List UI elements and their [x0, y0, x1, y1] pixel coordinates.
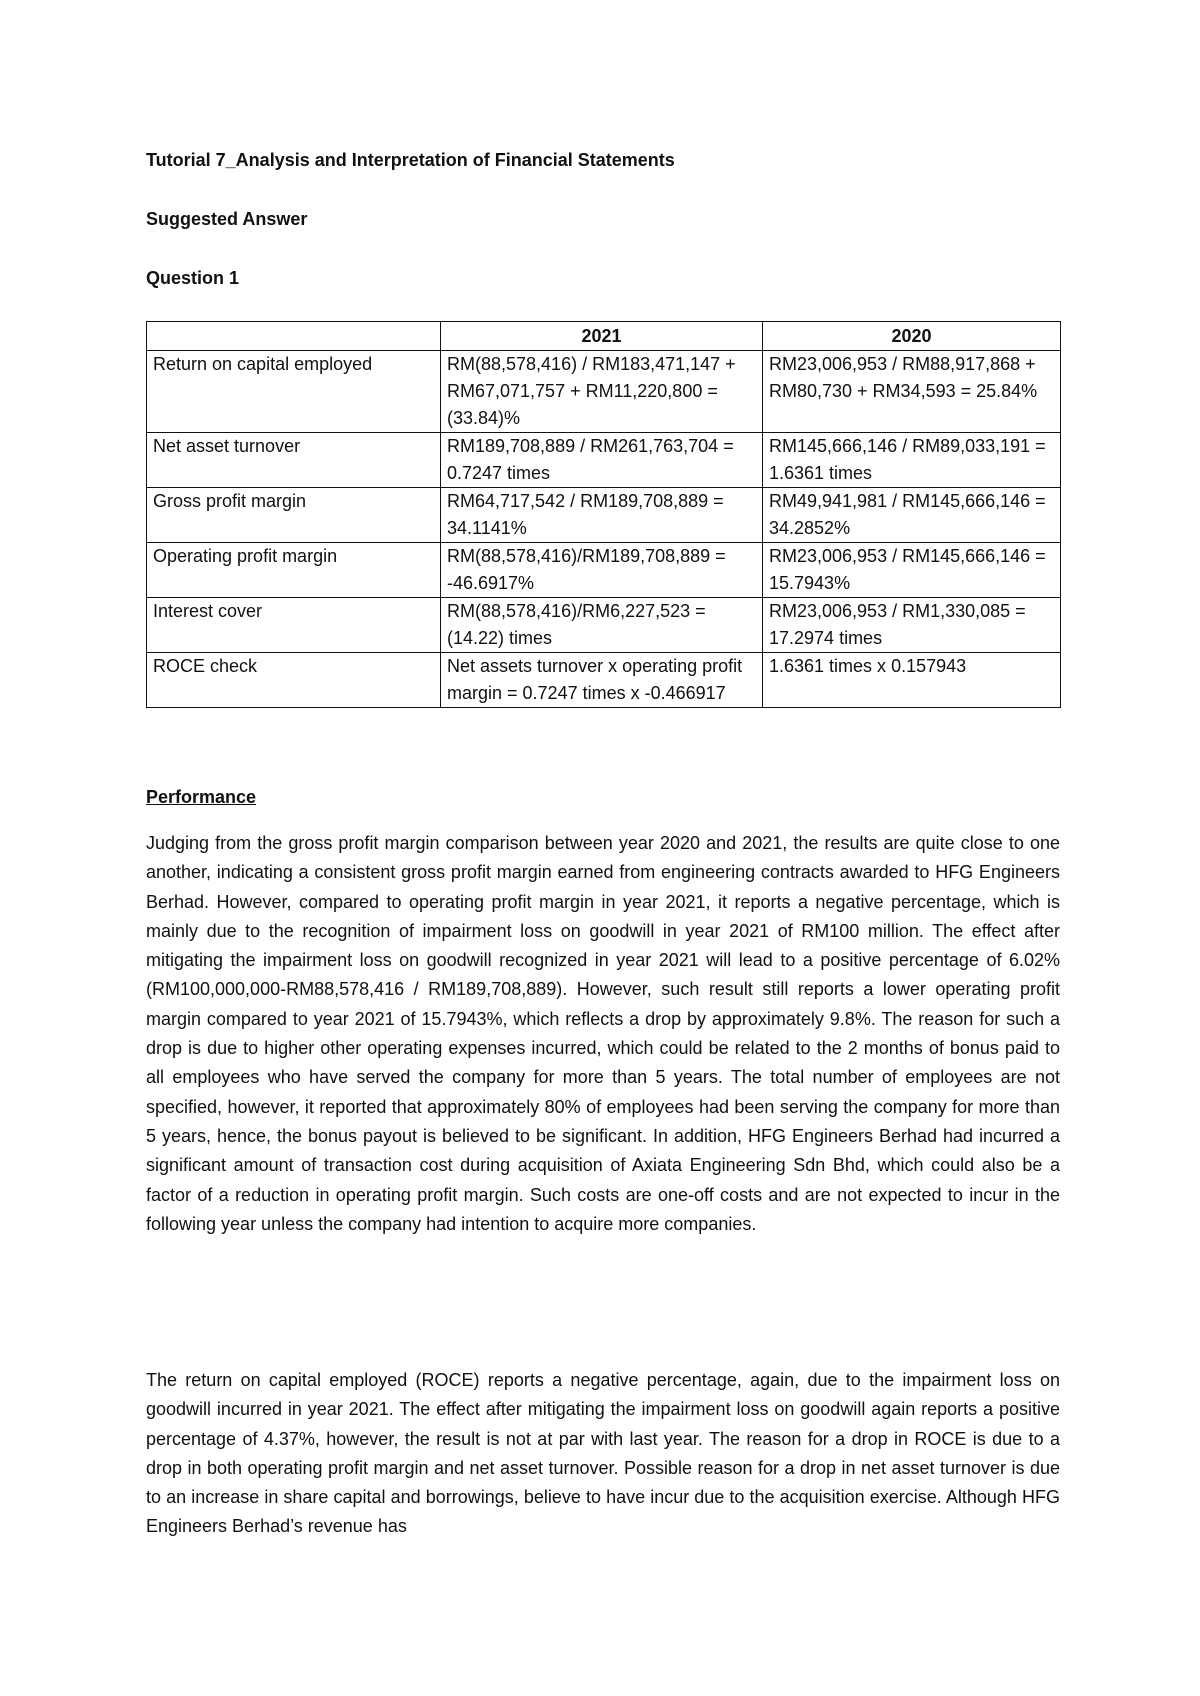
table-row [147, 433, 1061, 488]
row-label: Return on capital employed [147, 351, 441, 433]
body-paragraph: Judging from the gross profit margin comparison between year 2020 and 2021, the results are quite close to one another, indicating a consistent gross profit margin earned from engineering contracts awarded to HFG Engineers Berhad. However, compared to operating profit margin in year 2021, it reports a negative percentage, which is mainly due to the recognition of impairment loss on goodwill in year 2021 of RM100 million. The effect after mitigating the impairment loss on goodwill recognized in year 2021 will lead to a positive percentage of 6.02% (RM100,000,000-RM88,578,416 / RM189,708,889). However, such result still reports a lower operating profit margin compared to year 2021 of 15.7943%, which reflects a drop by approximately 9.8%. The reason for such a drop is due to higher other operating expenses incurred, which could be related to the 2 months of bonus paid to all employees who have served the company for more than 5 years. The total number of employees are not specified, however, it reported that approximately 80% of employees had been serving the company for more than 5 years, hence, the bonus payout is believed to be significant. In addition, HFG Engineers Berhad had incurred a significant amount of transaction cost during acquisition of Axiata Engineering Sdn Bhd, which could also be a factor of a reduction in operating profit margin. Such costs are one-off costs and are not expected to incur in the following year unless the company had intention to acquire more companies. [146, 833, 1060, 1234]
table-header-row [147, 322, 1061, 351]
table-row [147, 543, 1061, 598]
document-title: Tutorial 7_Analysis and Interpretation of Financial Statements [146, 150, 675, 170]
row-label: Gross profit margin [147, 488, 441, 543]
ratio-table [146, 321, 1061, 708]
cell-2021: RM(88,578,416)/RM6,227,523 = (14.22) times [441, 598, 763, 653]
cell-2021: RM189,708,889 / RM261,763,704 = 0.7247 times [441, 433, 763, 488]
table-row [147, 351, 1061, 433]
header-cell-2020: 2020 [763, 322, 1061, 351]
cell-2021: RM64,717,542 / RM189,708,889 = 34.1141% [441, 488, 763, 543]
header-cell-label [147, 322, 441, 351]
cell-2020: RM23,006,953 / RM1,330,085 = 17.2974 times [763, 598, 1061, 653]
cell-2020: RM145,666,146 / RM89,033,191 = 1.6361 times [763, 433, 1061, 488]
cell-2020: RM23,006,953 / RM145,666,146 = 15.7943% [763, 543, 1061, 598]
cell-2020: RM49,941,981 / RM145,666,146 = 34.2852% [763, 488, 1061, 543]
cell-2021: Net assets turnover x operating profit margin = 0.7247 times x -0.466917 [441, 653, 763, 708]
row-label: Net asset turnover [147, 433, 441, 488]
header-cell-2021: 2021 [441, 322, 763, 351]
body-paragraph: The return on capital employed (ROCE) reports a negative percentage, again, due to the impairment loss on goodwill incurred in year 2021. The effect after mitigating the impairment loss on goodwill again reports a positive percentage of 4.37%, however, the result is not at par with last year. The reason for a drop in ROCE is due to a drop in both operating profit margin and net asset turnover. Possible reason for a drop in net asset turnover is due to an increase in share capital and borrowings, believe to have incur due to the acquisition exercise. Although HFG Engineers Berhad’s revenue has [146, 1370, 1060, 1537]
table-row [147, 653, 1061, 708]
row-label: Interest cover [147, 598, 441, 653]
cell-2021: RM(88,578,416) / RM183,471,147 + RM67,071,757 + RM11,220,800 = (33.84)% [441, 351, 763, 433]
document-subtitle: Suggested Answer [146, 209, 308, 229]
cell-2020: RM23,006,953 / RM88,917,868 + RM80,730 + RM34,593 = 25.84% [763, 351, 1061, 433]
section-heading-performance: Performance [146, 787, 257, 807]
table-row [147, 598, 1061, 653]
question-heading: Question 1 [146, 268, 240, 288]
row-label: Operating profit margin [147, 543, 441, 598]
row-label: ROCE check [147, 653, 441, 708]
cell-2020: 1.6361 times x 0.157943 [763, 653, 1061, 708]
cell-2021: RM(88,578,416)/RM189,708,889 = -46.6917% [441, 543, 763, 598]
table-row [147, 488, 1061, 543]
